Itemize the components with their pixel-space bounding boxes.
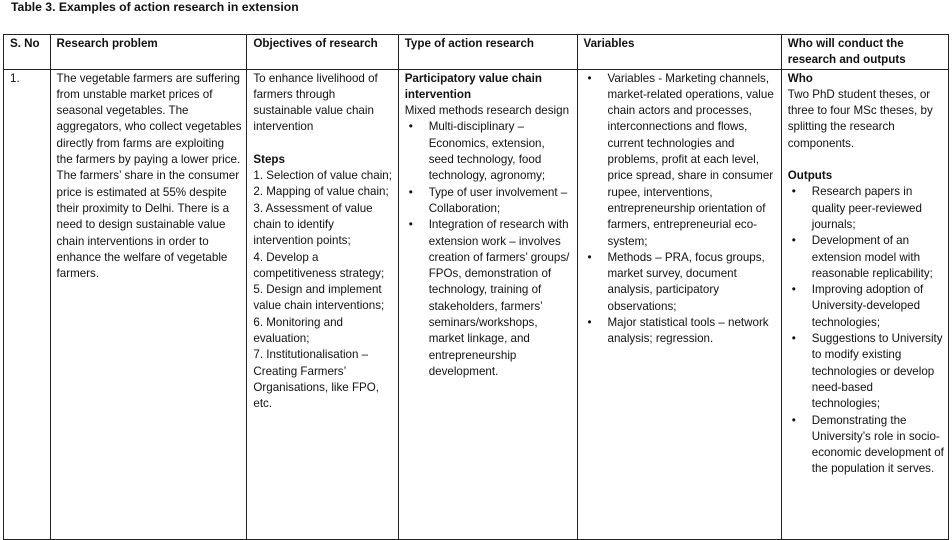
objective-text: To enhance livelihood of farmers through sustainable value chain intervention xyxy=(253,71,378,134)
cell-who-outputs xyxy=(781,69,948,539)
header-sno: S. No xyxy=(4,35,51,70)
list-item: • Research papers in quality peer-reviewed journals; xyxy=(788,184,944,233)
list-item: • Development of an extension model with reasonable replicability; xyxy=(788,233,944,282)
step-item: 1. Selection of value chain; xyxy=(253,169,392,183)
outputs-list xyxy=(788,184,944,477)
list-item: • Major statistical tools – network analysis; regression. xyxy=(584,315,777,348)
type-design: Mixed methods research design xyxy=(404,104,570,118)
step-item: 6. Monitoring and evaluation; xyxy=(253,315,343,346)
list-item: • Suggestions to University to modify existing technologies or develop need-based technologies; xyxy=(788,331,944,412)
cell-objectives xyxy=(247,69,398,539)
header-research-problem: Research problem xyxy=(50,35,247,70)
step-item: 4. Develop a competitiveness strategy; xyxy=(253,250,385,280)
step-item: 2. Mapping of value chain; xyxy=(253,185,389,199)
header-type: Type of action research xyxy=(398,35,577,70)
list-item: • Demonstrating the University’s role in socio-economic development of the population it serves. xyxy=(788,413,944,478)
list-item: • Improving adoption of University-developed technologies; xyxy=(788,282,944,331)
table-header-row xyxy=(4,35,949,70)
table-row xyxy=(4,69,949,539)
cell-research-problem: The vegetable farmers are suffering from unstable market prices of seasonal vegetables. The aggregators, who collect vegetables directly from farms are exploiting the farmers by paying a lower price. The farmers’ share in the consumer price is estimated at 55% despite their proximity to Delhi. There is a need to design sustainable value chain interventions in order to enhance the welfare of vegetable farmers. xyxy=(50,69,247,539)
step-item: 7. Institutionalisation – Creating Farmers’ Organisations, like FPO, etc. xyxy=(253,348,380,411)
outputs-heading: Outputs xyxy=(787,169,833,183)
cell-variables xyxy=(577,69,781,539)
cell-type xyxy=(398,69,577,539)
step-item: 5. Design and implement value chain interventions; xyxy=(253,283,385,313)
list-item: • Variables - Marketing channels, market-related operations, value chain actors and processes, interconnections and flows, current technologies and problems, profit at each level, price spread, share in consumer rupee, interventions, entrepreneurship orientation of farmers, entrepreneurial eco-system; xyxy=(584,71,777,250)
list-item: • Multi-disciplinary – Economics, extension, seed technology, food technology, agronomy; xyxy=(405,119,573,184)
table-caption: Table 3. Examples of action research in extension xyxy=(11,0,299,14)
who-text: Two PhD student theses, or three to four MSc theses, by splitting the research components. xyxy=(787,87,933,150)
header-variables: Variables xyxy=(577,35,781,70)
list-item: • Type of user involvement – Collaboration; xyxy=(405,185,573,218)
action-research-table xyxy=(3,34,949,540)
cell-sno: 1. xyxy=(4,69,51,539)
header-objectives: Objectives of research xyxy=(247,35,398,70)
header-who-outputs: Who will conduct the research and outputs xyxy=(781,35,948,70)
type-heading: Participatory value chain intervention xyxy=(404,71,542,101)
list-item: • Integration of research with extension work – involves creation of farmers’ groups/ FPOs, demonstration of technology, training of stakeholders, farmers’ seminars/workshops, market linkage, and entrepreneurship development. xyxy=(405,217,573,380)
who-heading: Who xyxy=(787,71,813,85)
step-item: 3. Assessment of value chain to identify intervention points; xyxy=(253,201,373,248)
variables-list xyxy=(584,71,777,348)
type-list xyxy=(405,119,573,380)
steps-heading: Steps xyxy=(253,152,285,166)
list-item: • Methods – PRA, focus groups, market survey, document analysis, participatory observations; xyxy=(584,250,777,315)
